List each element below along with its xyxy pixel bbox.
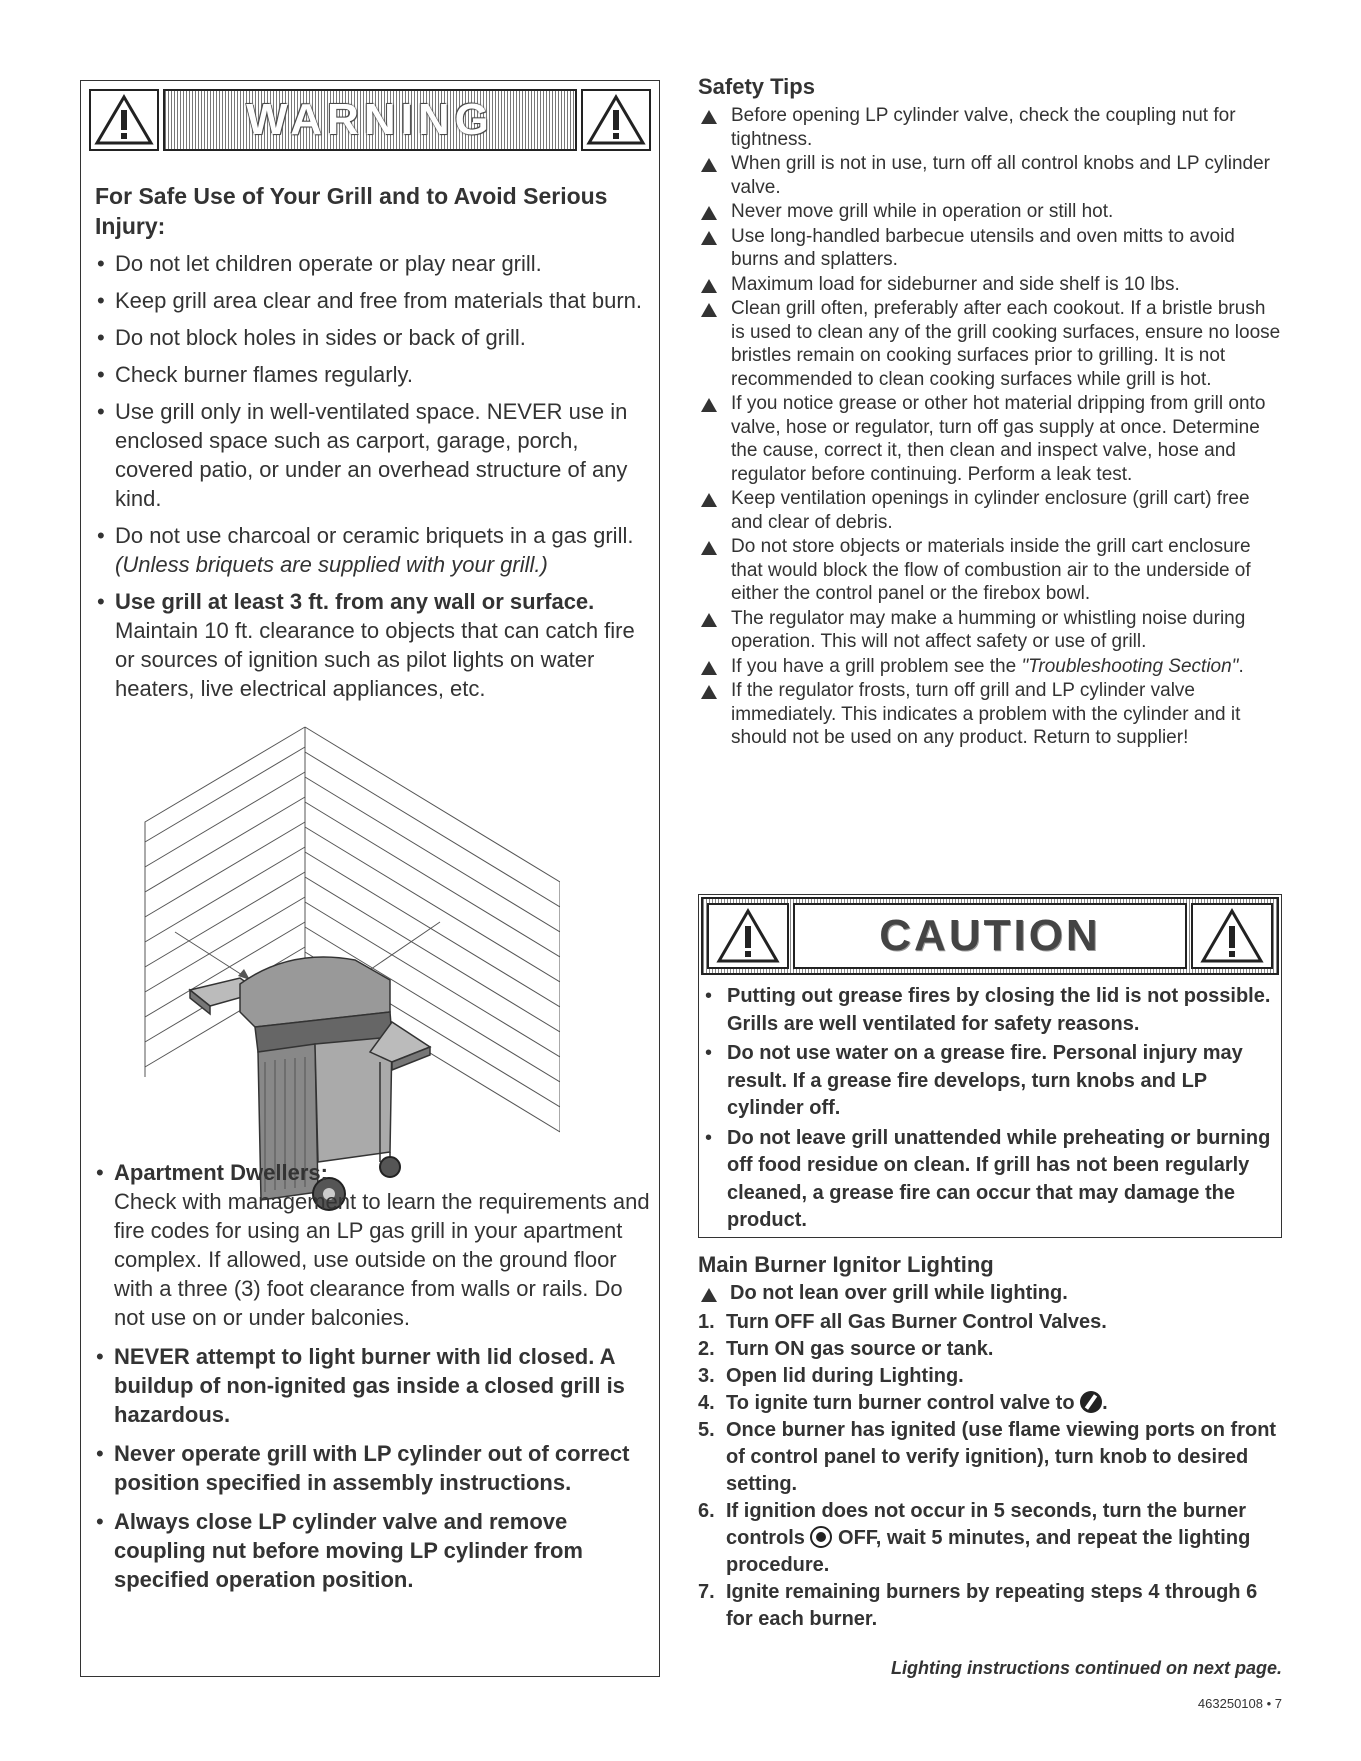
ignite-symbol-icon — [1080, 1391, 1102, 1413]
safety-tip: Maximum load for sideburner and side shelf is 10 lbs. — [698, 273, 1282, 297]
safety-tip: If you have a grill problem see the "Troubleshooting Section". — [698, 655, 1282, 679]
safety-tip: Keep ventilation openings in cylinder enclosure (grill cart) free and clear of debris. — [698, 487, 1282, 534]
lighting-step: 3. Open lid during Lighting. — [698, 1365, 964, 1387]
warning-item: • Never operate grill with LP cylinder out of correct position specified in assembly instructions. — [94, 1439, 650, 1497]
warning-triangle-icon-right — [581, 89, 651, 151]
burner-lighting-title: Main Burner Ignitor Lighting — [698, 1252, 994, 1277]
burner-lighting-steps — [698, 1309, 1282, 1633]
burner-lighting-warning: Do not lean over grill while lighting. — [698, 1282, 1068, 1305]
caution-box — [698, 894, 1282, 1238]
warning-list-lower — [94, 1158, 650, 1604]
warning-item-emphasis: Use grill at least 3 ft. from any wall or surface. — [115, 589, 595, 614]
warning-list — [95, 249, 651, 711]
caution-item: • Do not leave grill unattended while preheating or burning off food residue on clean. If grill has not been regularly cleaned, a grease fire can occur that may damage the product. — [703, 1125, 1273, 1235]
safety-tip: When grill is not in use, turn off all control knobs and LP cylinder valve. — [698, 152, 1282, 199]
caution-banner-label: CAUTION — [879, 911, 1101, 960]
grill-clearance-illustration — [140, 722, 560, 1212]
lighting-step: 4. To ignite turn burner control valve to . — [698, 1392, 1108, 1414]
lighting-step: 5. Once burner has ignited (use flame viewing ports on front of control panel to verify ignition), turn knob to desired setting. — [698, 1419, 1277, 1495]
warning-triangle-icon-left — [89, 89, 159, 151]
warning-triangle-icon — [700, 205, 718, 221]
troubleshooting-reference: "Troubleshooting Section" — [1021, 655, 1239, 677]
warning-triangle-icon — [700, 157, 718, 173]
warning-triangle-icon — [700, 109, 718, 125]
caution-banner — [701, 897, 1279, 975]
safety-tips-title: Safety Tips — [698, 74, 815, 99]
warning-item: • Always close LP cylinder valve and remove coupling nut before moving LP cylinder from specified operation position. — [94, 1507, 650, 1594]
lighting-step: 1. Turn OFF all Gas Burner Control Valves. — [698, 1311, 1107, 1333]
safety-tip: If you notice grease or other hot material dripping from grill onto valve, hose or regulator, turn off gas supply at once. Determine the cause, correct it, then clean and inspect valve, hose and regulator before continuing. Perform a leak test. — [698, 392, 1282, 486]
page-footer: 463250108 • 7 — [1197, 1696, 1282, 1711]
warning-item: • Use grill at least 3 ft. from any wall or surface. Maintain 10 ft. clearance to objects that can catch fire or sources of ignition such as pilot lights on water heaters, live electrical appliances, etc. — [95, 587, 651, 703]
warning-item: • Use grill only in well-ventilated space. NEVER use in enclosed space such as carport, garage, porch, covered patio, or under an overhead structure of any kind. — [95, 397, 651, 513]
safety-tip: The regulator may make a humming or whistling noise during operation. This will not affect safety or use of grill. — [698, 607, 1282, 654]
lighting-step: 6. If ignition does not occur in 5 seconds, turn the burner controls OFF, wait 5 minutes, and repeat the lighting procedure. — [698, 1500, 1251, 1576]
warning-triangle-icon — [700, 492, 718, 508]
safety-tips-list — [698, 104, 1282, 751]
warning-item: • Check burner flames regularly. — [95, 360, 651, 389]
caution-triangle-icon-left — [707, 903, 789, 969]
warning-item: • Do not block holes in sides or back of grill. — [95, 323, 651, 352]
warning-item: • Keep grill area clear and free from materials that burn. — [95, 286, 651, 315]
safety-tip: Do not store objects or materials inside the grill cart enclosure that would block the flow of combustion air to the underside of either the control panel or the firebox bowl. — [698, 535, 1282, 606]
warning-banner-label-area — [163, 89, 577, 151]
warning-item: • Do not use charcoal or ceramic briquets in a gas grill. (Unless briquets are supplied with your grill.) — [95, 521, 651, 579]
warning-triangle-icon — [700, 278, 718, 294]
warning-triangle-icon — [700, 612, 718, 628]
warning-item-emphasis: Apartment Dwellers: — [114, 1160, 328, 1185]
safety-tip: Never move grill while in operation or still hot. — [698, 200, 1282, 224]
caution-triangle-icon-right — [1191, 903, 1273, 969]
off-symbol-icon — [810, 1526, 832, 1548]
warning-item-note: (Unless briquets are supplied with your grill.) — [115, 552, 548, 577]
warning-triangle-icon — [700, 1287, 718, 1303]
warning-banner — [89, 89, 651, 151]
warning-triangle-icon — [700, 540, 718, 556]
warning-item: • Apartment Dwellers: Check with management to learn the requirements and fire codes for using an LP gas grill in your apartment complex. If allowed, use outside on the ground floor with a three (3) foot clearance from walls or rails. Do not use on or under balconies. — [94, 1158, 650, 1332]
warning-triangle-icon — [700, 684, 718, 700]
warning-item: • NEVER attempt to light burner with lid closed. A buildup of non-ignited gas inside a closed grill is hazardous. — [94, 1342, 650, 1429]
safety-tip: If the regulator frosts, turn off grill and LP cylinder valve immediately. This indicates a problem with the cylinder and it should not be used on any product. Return to supplier! — [698, 679, 1282, 750]
safety-tip: Before opening LP cylinder valve, check the coupling nut for tightness. — [698, 104, 1282, 151]
lighting-step: 2. Turn ON gas source or tank. — [698, 1338, 994, 1360]
warning-heading: For Safe Use of Your Grill and to Avoid Serious Injury: — [95, 183, 608, 239]
continued-note: Lighting instructions continued on next page. — [891, 1658, 1282, 1678]
warning-banner-label: WARNING — [246, 95, 494, 144]
warning-triangle-icon — [700, 302, 718, 318]
safety-tip: Clean grill often, preferably after each cookout. If a bristle brush is used to clean any of the grill cooking surfaces, ensure no loose bristles remain on cooking surfaces prior to grilling. It is not recommended to clean cooking surfaces while grill is hot. — [698, 297, 1282, 391]
lighting-step: 7. Ignite remaining burners by repeating steps 4 through 6 for each burner. — [698, 1581, 1258, 1630]
caution-banner-label-area — [793, 903, 1187, 969]
warning-triangle-icon — [700, 660, 718, 676]
caution-item: • Putting out grease fires by closing the lid is not possible. Grills are well ventilated for safety reasons. — [703, 983, 1273, 1038]
warning-triangle-icon — [700, 230, 718, 246]
warning-item: • Do not let children operate or play near grill. — [95, 249, 651, 278]
caution-item: • Do not use water on a grease fire. Personal injury may result. If a grease fire develops, turn knobs and LP cylinder off. — [703, 1040, 1273, 1123]
safety-tip: Use long-handled barbecue utensils and oven mitts to avoid burns and splatters. — [698, 225, 1282, 272]
warning-triangle-icon — [700, 397, 718, 413]
caution-list — [703, 983, 1273, 1237]
